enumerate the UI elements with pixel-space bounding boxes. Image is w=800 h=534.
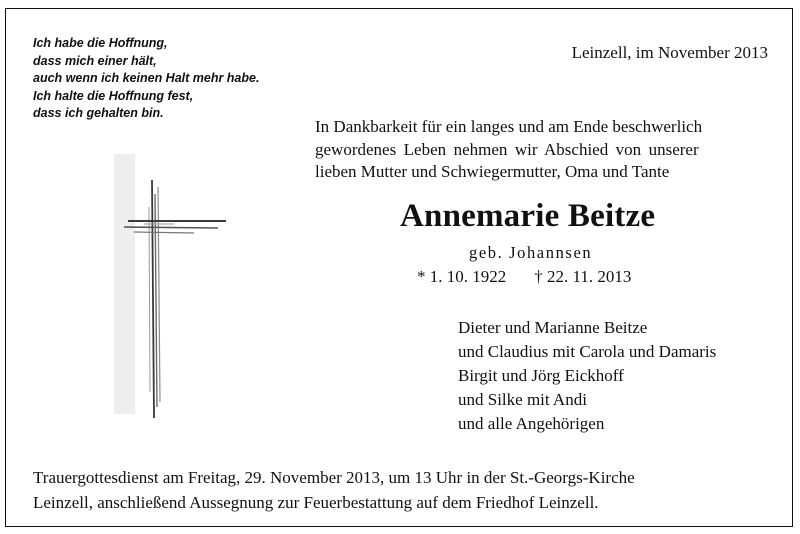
poem-line: dass ich gehalten bin. [33, 106, 164, 120]
service-line: Trauergottesdienst am Freitag, 29. November 2013, um 13 Uhr in der St.-Georgs-Kirche [33, 468, 635, 487]
mourner-line: und Claudius mit Carola und Damaris [458, 342, 717, 361]
mourner-line: Dieter und Marianne Beitze [458, 318, 648, 337]
intro-line: lieben Mutter und Schwiegermutter, Oma und Tante [315, 162, 670, 181]
service-info [33, 465, 635, 515]
life-dates [417, 267, 631, 287]
poem-line: Ich habe die Hoffnung, [33, 36, 168, 50]
poem-line: Ich halte die Hoffnung fest, [33, 88, 194, 103]
intro-line: gewordenes Leben nehmen wir Abschied von unserer [315, 139, 699, 159]
mourners-list [458, 316, 716, 436]
intro-line: In Dankbarkeit für ein langes und am Ende beschwerlich [315, 117, 703, 136]
intro-text [315, 116, 773, 184]
mourner-line: Birgit und Jörg Eickhoff [458, 366, 624, 385]
obituary-notice [5, 8, 793, 527]
mourner-line: und Silke mit Andi [458, 390, 587, 409]
deceased-name: Annemarie Beitze [400, 198, 656, 234]
cross-icon [114, 152, 238, 420]
service-line: Leinzell, anschließend Aussegnung zur Feuerbestattung auf dem Friedhof Leinzell. [33, 493, 599, 512]
death-date: † 22. 11. 2013 [534, 267, 632, 286]
place-date: Leinzell, im November 2013 [571, 43, 768, 62]
poem-line: dass mich einer hält, [33, 53, 157, 68]
poem-line: auch wenn ich keinen Halt mehr habe. [33, 71, 260, 85]
birth-name: geb. Johannsen [469, 243, 593, 262]
poem [33, 35, 259, 123]
mourner-line: und alle Angehörigen [458, 414, 605, 433]
birth-date: * 1. 10. 1922 [417, 267, 507, 286]
